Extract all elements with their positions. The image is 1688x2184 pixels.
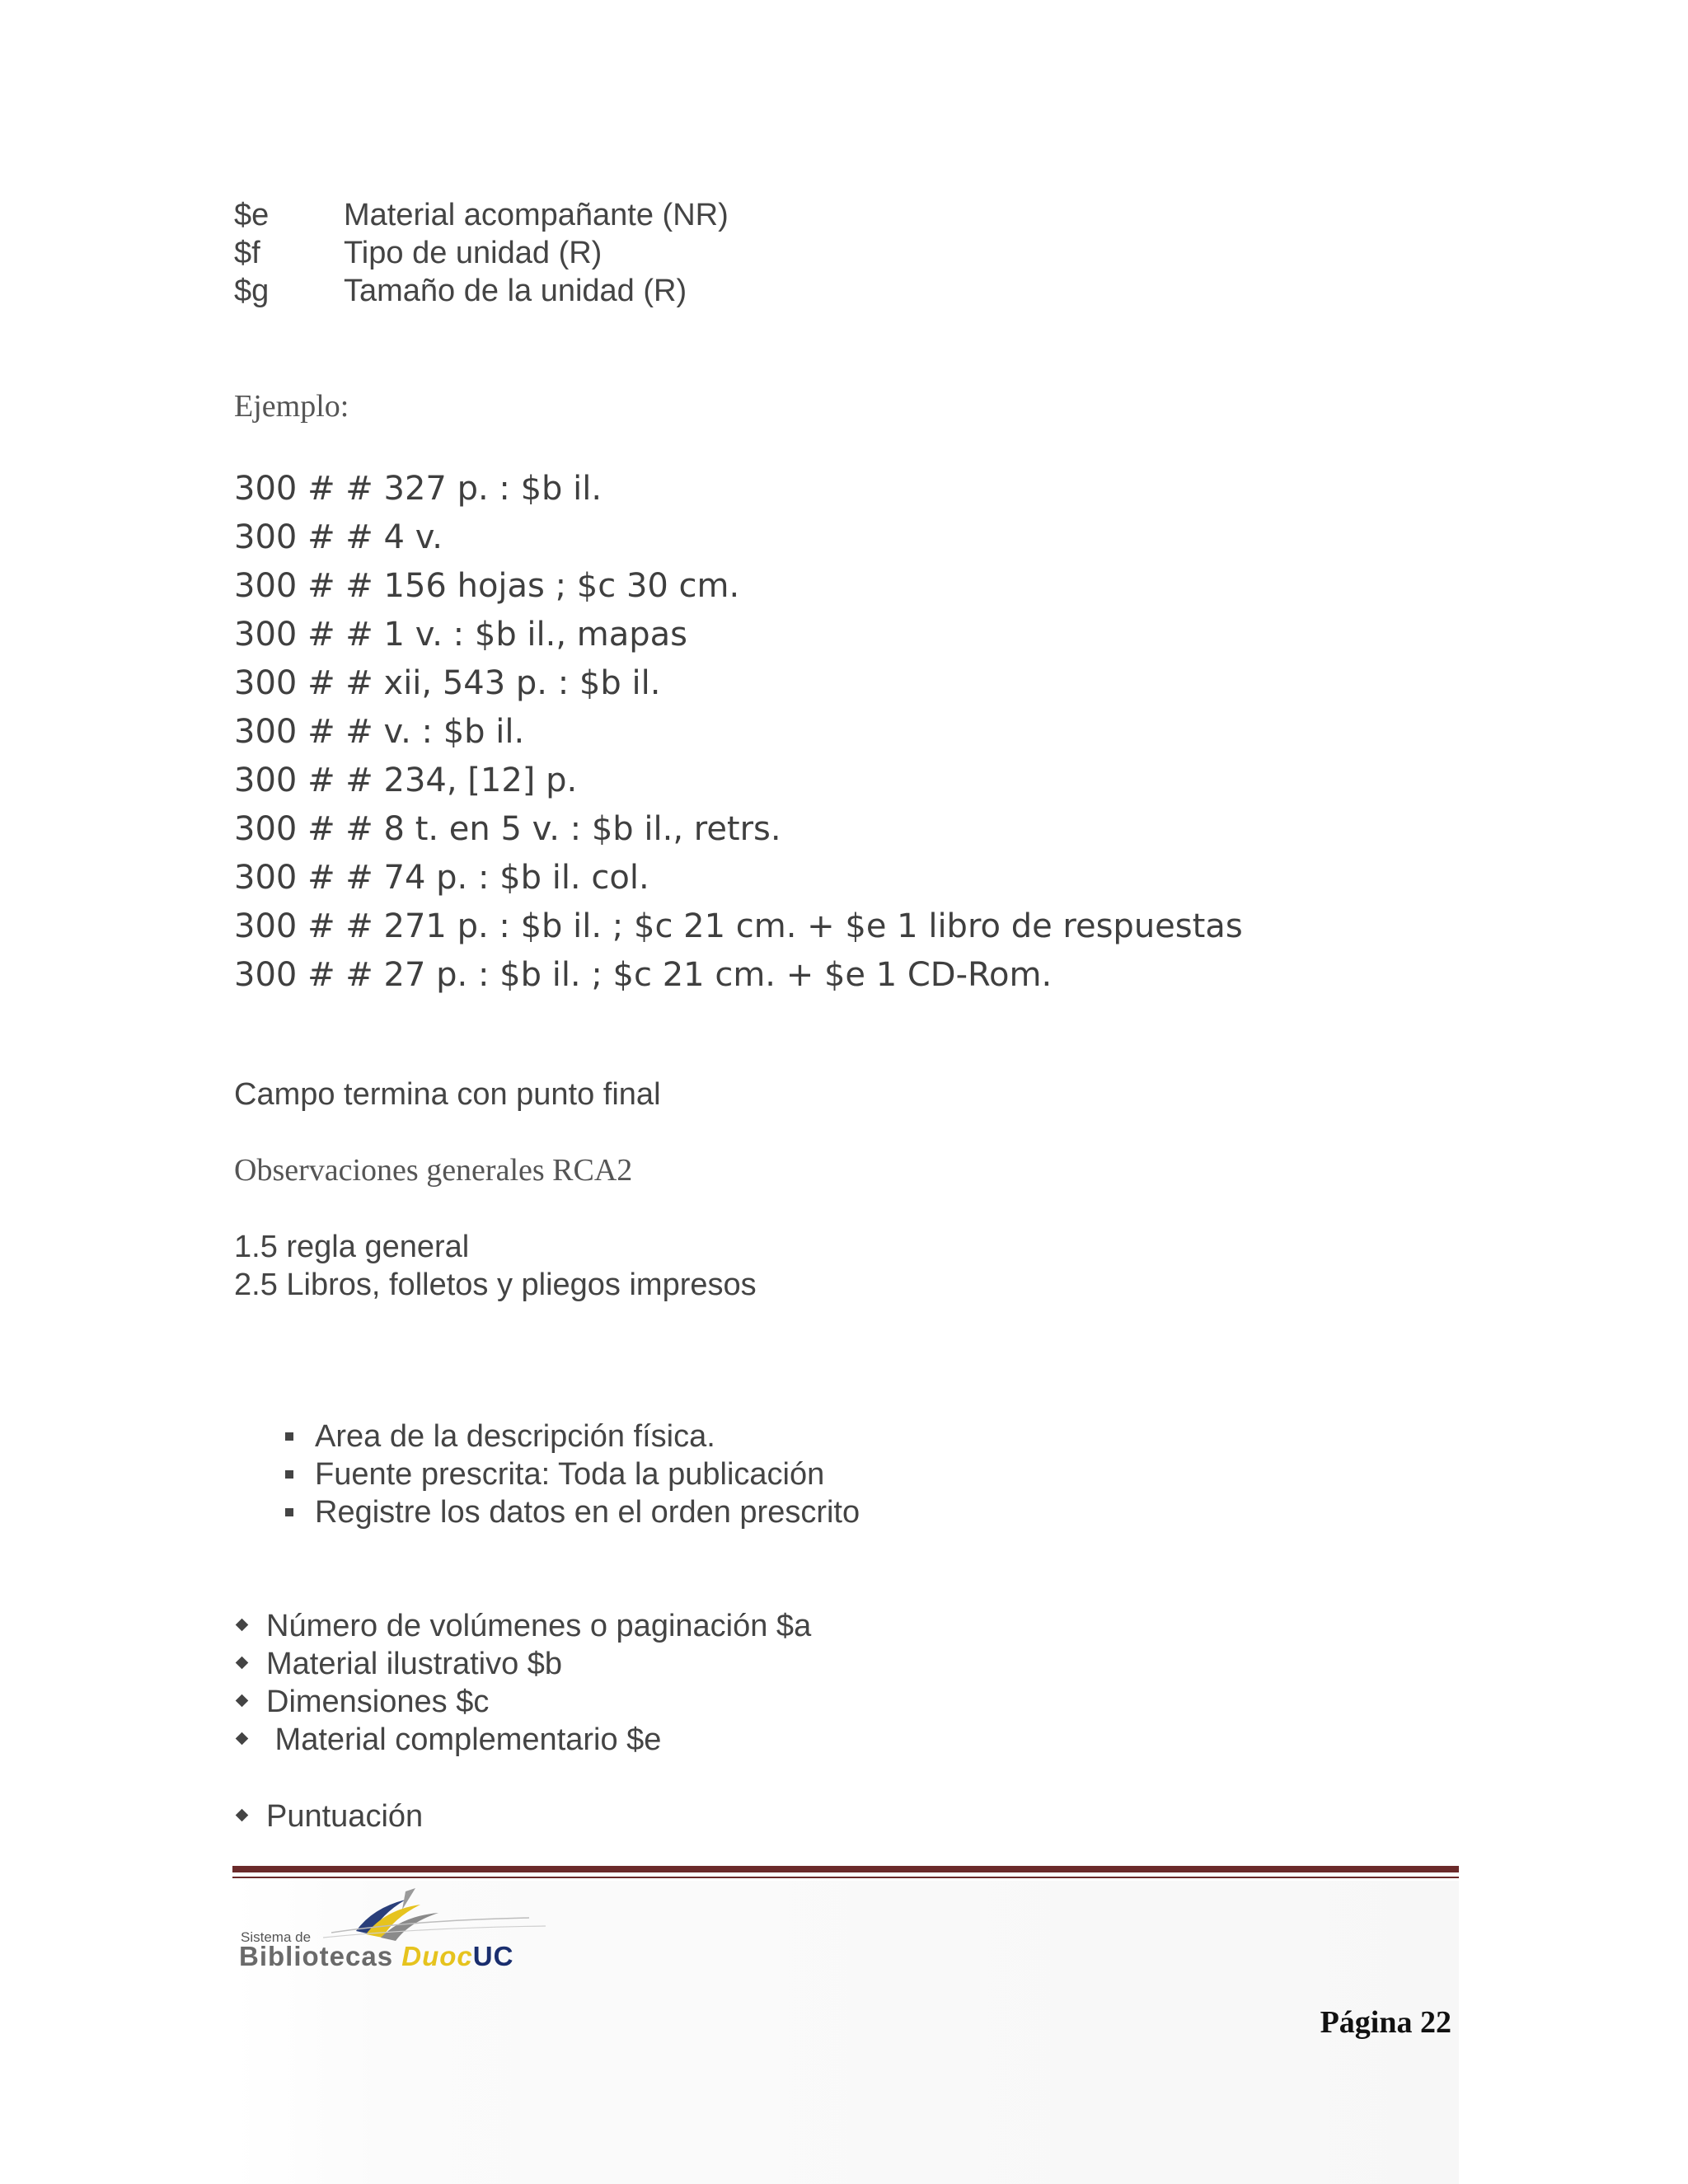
square-bullet-icon: [285, 1508, 293, 1516]
subfield-code: $g: [234, 274, 270, 308]
list-item: [237, 1797, 423, 1835]
logo-uc-word: UC: [472, 1941, 514, 1971]
list-item-text: Material complementario $e: [266, 1722, 662, 1757]
logo-small-text: Sistema de: [241, 1929, 312, 1945]
square-bullet-icon: [285, 1470, 293, 1479]
logo-main-word: Bibliotecas: [239, 1941, 394, 1971]
example-line: 300 # # 4 v.: [234, 518, 443, 556]
rule-line: 2.5 Libros, folletos y pliegos impresos: [234, 1268, 757, 1302]
list-item-text: Area de la descripción física.: [315, 1419, 715, 1454]
list-item-text: Puntuación: [266, 1799, 424, 1834]
list-item: [285, 1455, 824, 1493]
list-item-text: Registre los datos en el orden prescrito: [315, 1495, 860, 1530]
list-item: [237, 1683, 489, 1721]
subfield-code: $f: [234, 236, 260, 270]
example-line: 300 # # 327 p. : $b il.: [234, 470, 603, 508]
example-line: 300 # # xii, 543 p. : $b il.: [234, 664, 661, 702]
field-note: Campo termina con punto final: [234, 1077, 661, 1112]
list-item-text: Número de volúmenes o paginación $a: [266, 1609, 812, 1643]
observations-heading: Observaciones generales RCA2: [234, 1153, 633, 1188]
diamond-bullet-icon: [236, 1694, 249, 1708]
list-item-text: Dimensiones $c: [266, 1685, 490, 1719]
library-logo: [232, 1875, 595, 1974]
list-item: [237, 1645, 562, 1683]
subfield-description: Material acompañante (NR): [344, 198, 729, 232]
diamond-bullet-icon: [236, 1732, 249, 1746]
list-item: [237, 1721, 661, 1759]
subfield-row: [234, 234, 602, 272]
list-item-text: Material ilustrativo $b: [266, 1647, 563, 1681]
square-bullet-icon: [285, 1432, 293, 1441]
subfield-row: [234, 272, 687, 310]
example-line: 300 # # 156 hojas ; $c 30 cm.: [234, 567, 740, 605]
rule-line: 1.5 regla general: [234, 1230, 470, 1264]
diamond-bullet-icon: [236, 1619, 249, 1632]
subfield-description: Tipo de unidad (R): [344, 236, 603, 270]
subfield-code: $e: [234, 198, 270, 232]
list-item: [237, 1607, 811, 1645]
list-item-text: Fuente prescrita: Toda la publicación: [315, 1457, 825, 1492]
example-line: 300 # # 1 v. : $b il., mapas: [234, 616, 688, 654]
subfield-row: [234, 196, 729, 234]
example-heading: Ejemplo:: [234, 389, 349, 424]
diamond-bullet-icon: [236, 1657, 249, 1670]
list-item: [285, 1493, 860, 1531]
subfield-description: Tamaño de la unidad (R): [344, 274, 687, 308]
logo-duoc-word: Duoc: [401, 1941, 473, 1971]
example-line: 300 # # 271 p. : $b il. ; $c 21 cm. + $e 1 libro de respuestas: [234, 907, 1243, 945]
example-line: 300 # # 74 p. : $b il. col.: [234, 859, 649, 897]
logo-main-text: [239, 1941, 513, 1972]
footer-rule-thick: [232, 1866, 1459, 1872]
diamond-bullet-icon: [236, 1809, 249, 1822]
example-line: 300 # # v. : $b il.: [234, 713, 525, 751]
example-line: 300 # # 27 p. : $b il. ; $c 21 cm. + $e 1 CD-Rom.: [234, 956, 1053, 994]
example-line: 300 # # 8 t. en 5 v. : $b il., retrs.: [234, 810, 781, 848]
list-item: [285, 1418, 715, 1455]
example-line: 300 # # 234, [12] p.: [234, 762, 578, 799]
page-number: Página 22: [1320, 2005, 1451, 2040]
